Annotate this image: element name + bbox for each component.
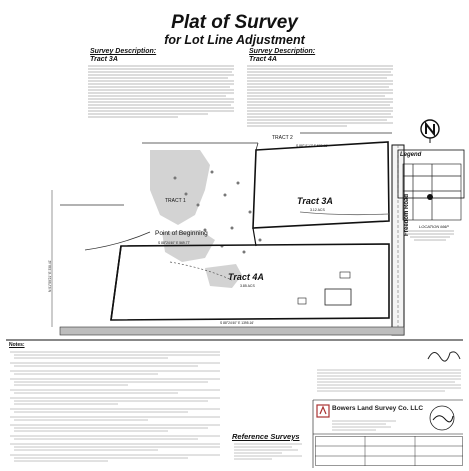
right-description-tract: Tract 4A <box>249 56 277 63</box>
reference-surveys-title: Reference Surveys <box>232 432 300 441</box>
tract-2-label: TRACT 2 <box>272 135 293 141</box>
tract-4a-boundary <box>111 244 389 320</box>
bearing-bottom-label: S 88°24'40" E 1395.16' <box>220 321 254 325</box>
point-of-beginning-label: Point of Beginning <box>155 230 208 237</box>
left-description-tract: Tract 3A <box>90 56 118 63</box>
notes-title: Notes: <box>9 342 25 348</box>
tract-1-label: TRACT 1 <box>165 198 186 204</box>
company-name: Bowers Land Survey Co. LLC <box>332 405 424 412</box>
legend-title: Legend <box>400 152 422 158</box>
tract-4a-area: 3.85 ACS <box>240 284 255 288</box>
surveyor-signature <box>426 345 462 365</box>
location-map-text <box>400 229 460 247</box>
tract-3a-label: Tract 3A <box>297 196 333 206</box>
right-description-heading: Survey Description: <box>249 48 316 55</box>
title-block-table <box>315 436 463 466</box>
surveyor-seal-icon <box>425 404 459 432</box>
tract-3a-boundary <box>253 142 389 228</box>
tract-4a-label: Tract 4A <box>228 272 264 282</box>
left-description-heading: Survey Description: <box>90 48 157 55</box>
reference-surveys-text <box>232 442 312 466</box>
bearing-top-label: S 88°11'17" E 589.08' <box>296 144 328 148</box>
location-map-title: LOCATION MAP <box>419 224 449 229</box>
road-name-label: Freedom Road <box>404 193 410 236</box>
notes-text <box>8 350 223 468</box>
plat-title: Plat of Survey <box>171 12 298 33</box>
bearing-left-label: N 01°09'21" E 338.41' <box>48 259 52 292</box>
company-contact-text <box>316 419 416 433</box>
certification-text <box>315 368 463 400</box>
tract-3a-area: 3.12 ACS <box>310 208 325 212</box>
wooded-area <box>150 150 242 288</box>
plat-subtitle: for Lot Line Adjustment <box>164 33 305 47</box>
company-logo-icon <box>316 404 330 418</box>
bearing-pob-label: S 88°24'40" E 569.77' <box>158 241 190 245</box>
